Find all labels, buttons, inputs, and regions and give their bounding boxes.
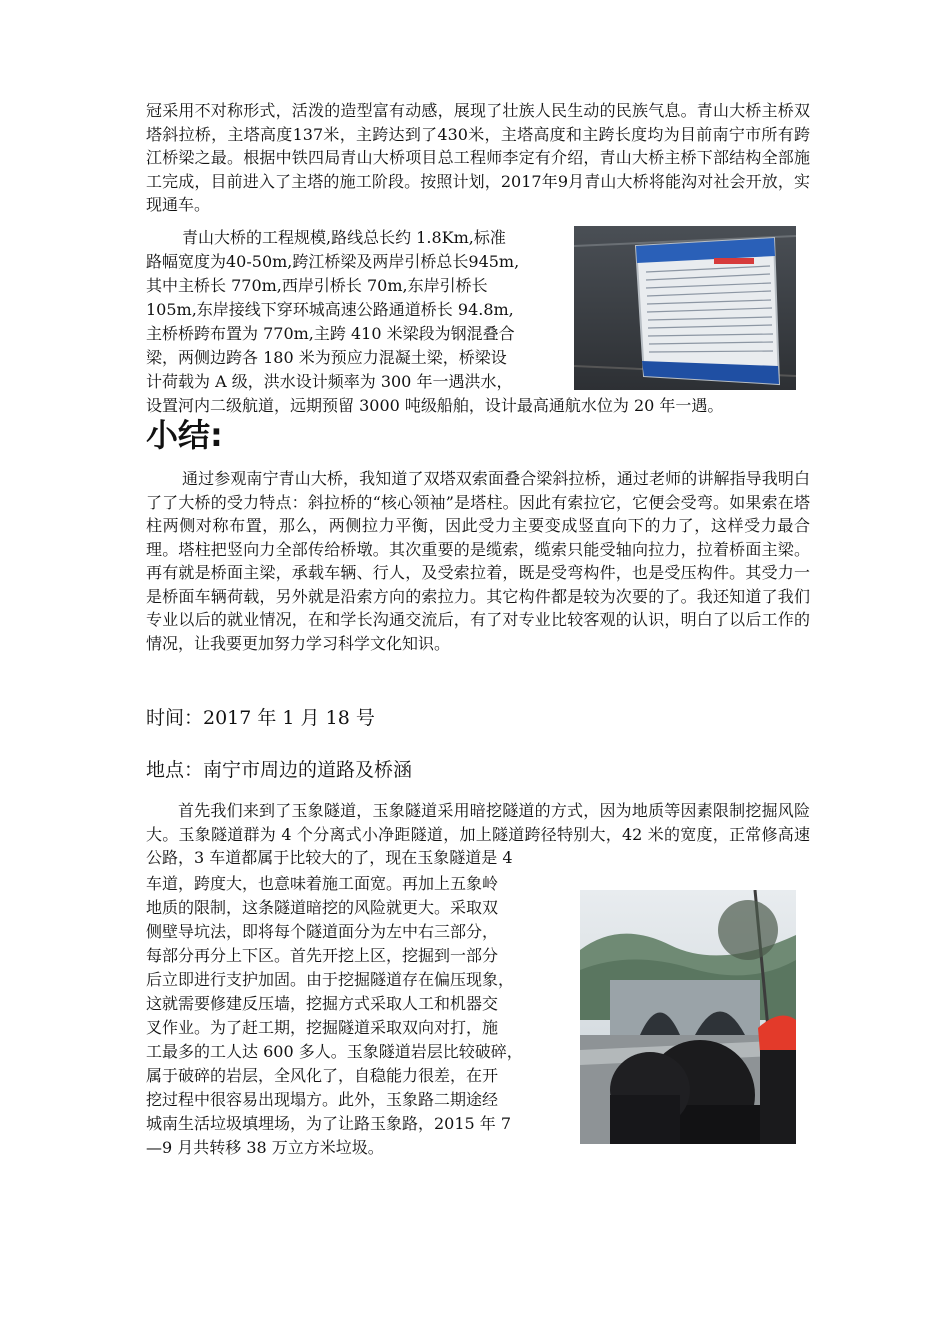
summary-heading: 小结: [146,416,223,454]
text-line: 路幅宽度为40-50m,跨江桥梁及两岸引桥总长945m, [146,252,520,271]
bridge-intro-paragraph: 冠采用不对称形式，活泼的造型富有动感，展现了壮族人民生动的民族气息。青山大桥主桥双塔斜拉桥，主塔高度137米，主跨达到了430米，主塔高度和主跨长度均为目前南宁市所有跨江桥梁之最。根据中铁四局青山大桥项目总工程师李定有介绍，青山大桥主桥下部结构全部施工完成，目前进入了主塔的施工阶段。按照计划，2017年9月青山大桥将能沟对社会开放，实现通车。 [146,101,810,214]
text-line: 105m,东岸接线下穿环城高速公路通道桥长 94.8m, [146,300,514,319]
text-line: 后立即进行支护加固。由于挖掘隧道存在偏压现象， [146,970,515,989]
visit-place: 地点：南宁市周边的道路及桥涵 [146,759,413,781]
text-line: 青山大桥的工程规模,路线总长约 1.8Km,标准 [182,228,506,247]
text-line: 车道，跨度大，也意味着施工面宽。再加上五象岭 [146,874,499,893]
text-line: 梁，两侧边跨各 180 米为预应力混凝土梁，桥梁设 [146,348,507,367]
text-line: 每部分再分上下区。首先开挖上区，挖掘到一部分 [146,946,499,965]
summary-paragraph: 通过参观南宁青山大桥，我知道了双塔双索面叠合梁斜拉桥，通过老师的讲解指导我明白了了大桥的受力特点：斜拉桥的“核心领袖”是塔柱。因此有索拉它，它便会受弯。如果索在塔柱两侧对称布置，那么，两侧拉力平衡，因此受力主要变成竖直向下的力了，这样受力最合理。塔柱把竖向力全部传给桥墩。其次重要的是缆索，缆索只能受轴向拉力，拉着桥面主梁。再有就是桥面主梁，承载车辆、行人，及受索拉着，既是受弯构件，也是受压构件。其受力一是桥面车辆荷载，另外就是沿索方向的索拉力。其它构件都是较为次要的了。我还知道了我们专业以后的就业情况，在和学长沟通交流后，有了对专业比较客观的认识，明白了以后工作的情况，让我要更加努力学习科学文化知识。 [146,469,810,653]
text-line: 主桥桥跨布置为 770m,主跨 410 米梁段为钢混叠合 [146,324,515,343]
text-line: —9 月共转移 38 万立方米垃圾。 [146,1138,384,1157]
visit-time: 时间：2017 年 1 月 18 号 [146,707,375,729]
tunnel-intro-paragraph: 首先我们来到了玉象隧道，玉象隧道采用暗挖隧道的方式，因为地质等因素限制挖掘风险大。玉象隧道群为 4 个分离式小净距隧道，加上隧道跨径特别大，42 米的宽度，正常修高速公路，3 车道都属于比较大的了，现在玉象隧道是 4 [146,801,810,867]
text-line: 属于破碎的岩层，全风化了，自稳能力很差，在开 [146,1066,499,1085]
tunnel-site-photo [580,890,796,1144]
tunnel-wrapped-paragraph [146,872,566,1160]
text-line: 工最多的工人达 600 多人。玉象隧道岩层比较破碎， [146,1042,523,1061]
text-line: 地质的限制，这条隧道暗挖的风险就更大。采取双 [146,898,499,917]
text-line: 这就需要修建反压墙，挖掘方式采取人工和机器交 [146,994,499,1013]
text-line: 城南生活垃圾填埋场，为了让路玉象路，2015 年 7 [146,1114,512,1133]
text-line: 挖过程中很容易出现塌方。此外，玉象路二期途经 [146,1090,499,1109]
bridge-scale-paragraph [146,226,724,418]
text-line: 计荷载为 A 级，洪水设计频率为 300 年一遇洪水， [146,372,513,391]
text-line: 侧壁导坑法，即将每个隧道面分为左中右三部分， [146,922,499,941]
text-line: 叉作业。为了赶工期，挖掘隧道采取双向对打，施 [146,1018,499,1037]
project-signboard-photo [574,226,796,390]
text-line: 设置河内二级航道，远期预留 3000 吨级船舶，设计最高通航水位为 20 年一遇。 [146,396,724,415]
text-line: 其中主桥长 770m,西岸引桥长 70m,东岸引桥长 [146,276,488,295]
